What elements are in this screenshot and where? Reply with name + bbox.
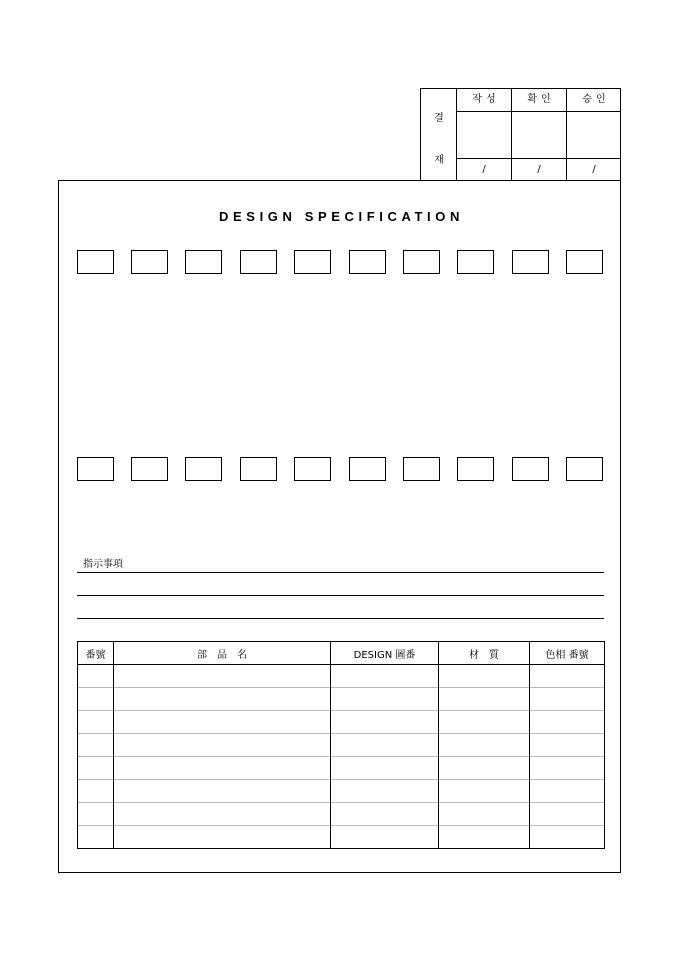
table-row	[78, 711, 605, 734]
table-cell[interactable]	[114, 780, 331, 803]
table-cell[interactable]	[331, 688, 439, 711]
approval-side-char-2: 재	[434, 155, 444, 166]
table-cell[interactable]	[331, 734, 439, 757]
approval-side-char-1: 결	[434, 113, 444, 124]
table-cell[interactable]	[114, 665, 331, 688]
table-cell[interactable]	[114, 757, 331, 780]
table-cell[interactable]	[114, 688, 331, 711]
swatch-box[interactable]	[566, 457, 603, 481]
page-title: DESIGN SPECIFICATION	[219, 209, 464, 224]
swatch-box[interactable]	[294, 250, 331, 274]
table-cell[interactable]	[114, 803, 331, 826]
spec-sheet-frame	[58, 180, 621, 873]
swatch-box[interactable]	[457, 457, 494, 481]
table-cell[interactable]	[439, 757, 530, 780]
approval-box	[420, 88, 621, 181]
table-header-row	[78, 642, 605, 665]
column-header-color-number: 色相 番號	[530, 642, 605, 665]
swatch-box[interactable]	[294, 457, 331, 481]
approval-col-author	[457, 89, 512, 181]
swatch-box[interactable]	[512, 250, 549, 274]
table-cell[interactable]	[78, 665, 114, 688]
swatch-box[interactable]	[512, 457, 549, 481]
swatch-row-bottom	[77, 457, 604, 481]
table-cell[interactable]	[530, 734, 605, 757]
swatch-box[interactable]	[77, 457, 114, 481]
swatch-box[interactable]	[457, 250, 494, 274]
swatch-row-top	[77, 250, 604, 274]
table-cell[interactable]	[530, 757, 605, 780]
table-cell[interactable]	[331, 757, 439, 780]
table-row	[78, 780, 605, 803]
table-cell[interactable]	[78, 688, 114, 711]
table-cell[interactable]	[114, 734, 331, 757]
table-cell[interactable]	[331, 780, 439, 803]
approval-side-label	[421, 89, 457, 181]
instruction-line[interactable]	[77, 618, 604, 619]
approval-signature-field[interactable]	[457, 112, 511, 159]
swatch-box[interactable]	[131, 250, 168, 274]
approval-col-approver	[567, 89, 621, 181]
column-header-part-name: 部 品 名	[114, 642, 331, 665]
parts-table	[77, 641, 605, 849]
table-row	[78, 734, 605, 757]
table-cell[interactable]	[530, 688, 605, 711]
table-cell[interactable]	[530, 665, 605, 688]
swatch-box[interactable]	[349, 250, 386, 274]
table-cell[interactable]	[78, 757, 114, 780]
table-cell[interactable]	[439, 665, 530, 688]
swatch-box[interactable]	[349, 457, 386, 481]
table-cell[interactable]	[530, 803, 605, 826]
table-cell[interactable]	[114, 826, 331, 849]
table-cell[interactable]	[439, 711, 530, 734]
swatch-box[interactable]	[185, 250, 222, 274]
table-cell[interactable]	[331, 711, 439, 734]
approval-signature-field[interactable]	[567, 112, 621, 159]
approval-col-reviewer	[512, 89, 567, 181]
table-cell[interactable]	[78, 711, 114, 734]
approval-date-field[interactable]: /	[482, 164, 486, 175]
table-cell[interactable]	[114, 711, 331, 734]
table-cell[interactable]	[78, 780, 114, 803]
table-row	[78, 826, 605, 849]
instruction-label: 指示事項	[83, 559, 123, 570]
table-row	[78, 757, 605, 780]
table-row	[78, 803, 605, 826]
swatch-box[interactable]	[403, 457, 440, 481]
swatch-box[interactable]	[403, 250, 440, 274]
table-cell[interactable]	[331, 803, 439, 826]
instruction-line[interactable]	[77, 595, 604, 596]
table-cell[interactable]	[530, 780, 605, 803]
approval-header: 확인	[512, 89, 566, 112]
swatch-box[interactable]	[240, 250, 277, 274]
swatch-box[interactable]	[240, 457, 277, 481]
column-header-material: 材 質	[439, 642, 530, 665]
table-cell[interactable]	[439, 688, 530, 711]
approval-header: 작성	[457, 89, 511, 112]
approval-signature-field[interactable]	[512, 112, 566, 159]
table-cell[interactable]	[331, 826, 439, 849]
column-header-number: 番號	[78, 642, 114, 665]
table-cell[interactable]	[78, 803, 114, 826]
table-cell[interactable]	[439, 734, 530, 757]
swatch-box[interactable]	[131, 457, 168, 481]
table-cell[interactable]	[530, 711, 605, 734]
table-row	[78, 665, 605, 688]
approval-date-field[interactable]: /	[592, 164, 596, 175]
swatch-box[interactable]	[77, 250, 114, 274]
table-row	[78, 688, 605, 711]
table-cell[interactable]	[530, 826, 605, 849]
instruction-line[interactable]	[77, 572, 604, 573]
approval-header: 승인	[567, 89, 621, 112]
swatch-box[interactable]	[566, 250, 603, 274]
column-header-design-drawing: DESIGN 圖番	[331, 642, 439, 665]
approval-date-field[interactable]: /	[537, 164, 541, 175]
table-cell[interactable]	[439, 803, 530, 826]
swatch-box[interactable]	[185, 457, 222, 481]
table-cell[interactable]	[439, 780, 530, 803]
table-cell[interactable]	[439, 826, 530, 849]
table-cell[interactable]	[78, 826, 114, 849]
table-cell[interactable]	[331, 665, 439, 688]
table-cell[interactable]	[78, 734, 114, 757]
